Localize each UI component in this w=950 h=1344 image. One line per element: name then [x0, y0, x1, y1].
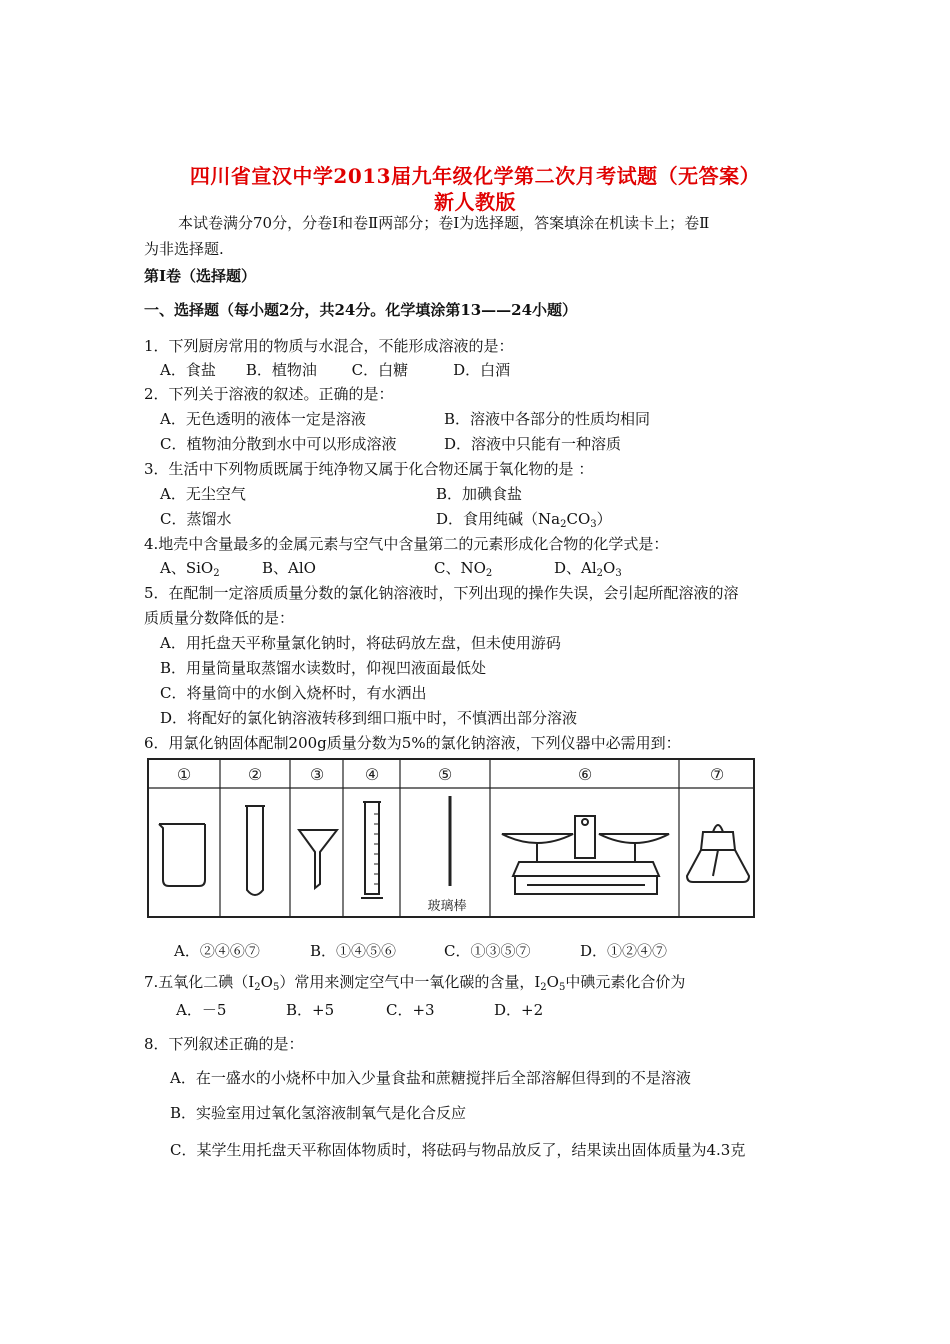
q8-option-b: B．实验室用过氧化氢溶液制氧气是化合反应 — [170, 1104, 467, 1122]
q5-stem-line-1: 5．在配制一定溶质质量分数的氯化钠溶液时，下列出现的操作失误，会引起所配溶液的溶 — [144, 584, 739, 602]
label-5: ⑤ — [437, 765, 453, 784]
label-7: ⑦ — [709, 765, 725, 784]
q6-option-b: B．①④⑤⑥ — [310, 942, 397, 960]
q7-option-c: C．+3 — [386, 1001, 435, 1019]
section-heading: 一、选择题（每小题2分，共24分。化学填涂第13——24小题） — [144, 301, 578, 319]
q7-option-a: A．－5 — [176, 1001, 227, 1019]
q5-stem-line-2: 质质量分数降低的是： — [144, 609, 295, 627]
page-subtitle: 新人教版 — [434, 190, 516, 214]
apparatus-figure — [147, 758, 755, 918]
q6-option-a: A．②④⑥⑦ — [174, 942, 260, 960]
intro-line-2: 为非选择题. — [144, 240, 224, 258]
q6-option-c: C．①③⑤⑦ — [444, 942, 531, 960]
label-3: ③ — [309, 765, 325, 784]
q4-option-c: C、$NO_2$ — [434, 559, 493, 579]
q6-stem: 6．用氯化钠固体配制200g质量分数为5%的氯化钠溶液，下列仪器中必需用到： — [144, 734, 681, 752]
label-2: ② — [247, 765, 263, 784]
q6-option-d: D．①②④⑦ — [580, 942, 668, 960]
q5-option-b: B．用量筒量取蒸馏水读数时，仰视凹液面最低处 — [160, 659, 487, 677]
q5-option-a: A．用托盘天平称量氯化钠时，将砝码放左盘，但未使用游码 — [160, 634, 561, 652]
q2-option-c: C．植物油分散到水中可以形成溶液 — [160, 435, 397, 453]
q3-option-d: D．食用纯碱$(Na_2CO_3)$ — [436, 510, 612, 530]
q3-option-b: B．加碘食盐 — [436, 485, 523, 503]
q4-option-b: B、AlO — [262, 559, 316, 577]
label-4: ④ — [364, 765, 380, 784]
q7-stem: 7.五氧化二碘$(I_2O_5)$常用来测定空气中一氧化碳的含量，$I_2O_5$中碘元素化合价为 — [144, 973, 686, 993]
q8-stem: 8．下列叙述正确的是： — [144, 1035, 304, 1053]
part-heading: 第Ⅰ卷（选择题） — [144, 267, 257, 285]
q2-option-d: D．溶液中只能有一种溶质 — [444, 435, 622, 453]
q1-options: A．食盐 B．植物油 C．白糖 D．白酒 — [160, 361, 511, 379]
q2-stem: 2．下列关于溶液的叙述。正确的是： — [144, 385, 394, 403]
q1-stem: 1．下列厨房常用的物质与水混合，不能形成溶液的是： — [144, 337, 514, 355]
q4-option-d: D、$Al_2O_3$ — [554, 559, 622, 579]
glass-rod-label: 玻璃棒 — [427, 899, 467, 914]
q5-option-d: D．将配好的氯化钠溶液转移到细口瓶中时，不慎洒出部分溶液 — [160, 709, 578, 727]
q8-option-a: A．在一盛水的小烧杯中加入少量食盐和蔗糖搅拌后全部溶解但得到的不是溶液 — [170, 1069, 691, 1087]
q3-stem: 3．生活中下列物质既属于纯净物又属于化合物还属于氧化物的是 ： — [144, 460, 594, 478]
q8-option-c: C．某学生用托盘天平称固体物质时，将砝码与物品放反了，结果读出固体质量为4.3克 — [170, 1141, 746, 1159]
q3-option-a: A．无尘空气 — [160, 485, 246, 503]
q4-stem: 4.地壳中含量最多的金属元素与空气中含量第二的元素形成化合物的化学式是： — [144, 535, 669, 553]
q3-option-c: C．蒸馏水 — [160, 510, 232, 528]
intro-line-1: 本试卷满分70分，分卷Ⅰ和卷Ⅱ两部分；卷Ⅰ为选择题，答案填涂在机读卡上；卷Ⅱ — [178, 214, 710, 232]
q2-option-b: B．溶液中各部分的性质均相同 — [444, 410, 651, 428]
label-6: ⑥ — [577, 765, 593, 784]
q7-option-d: D．+2 — [494, 1001, 544, 1019]
page-title: 四川省宣汉中学2013届九年级化学第二次月考试题（无答案） — [189, 164, 761, 188]
label-1: ① — [176, 765, 192, 784]
q5-option-c: C．将量筒中的水倒入烧杯时，有水洒出 — [160, 684, 427, 702]
q2-option-a: A．无色透明的液体一定是溶液 — [160, 410, 366, 428]
q7-option-b: B．+5 — [286, 1001, 335, 1019]
q4-option-a: A、SiO$_2$ — [160, 559, 220, 579]
